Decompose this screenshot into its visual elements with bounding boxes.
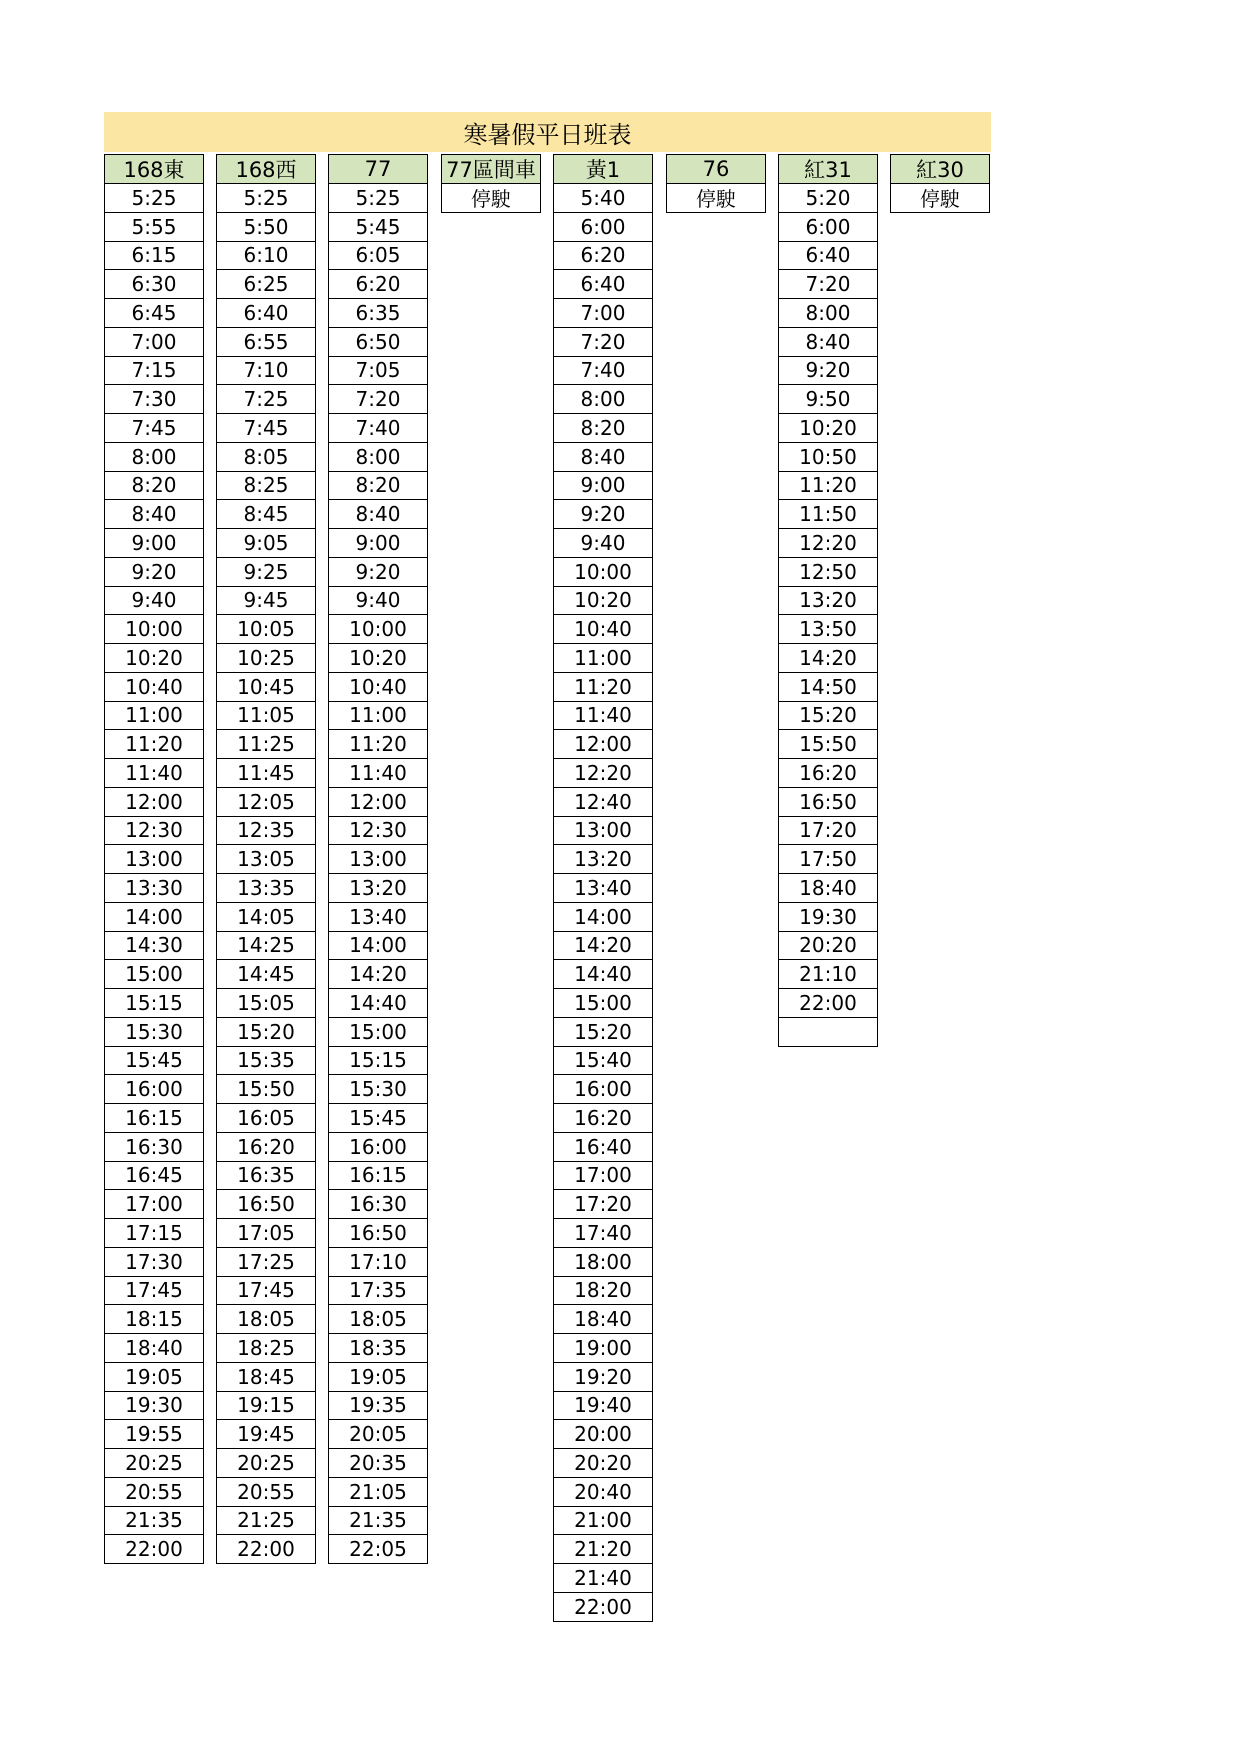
time-cell: 15:45 bbox=[328, 1104, 428, 1133]
time-cell: 19:00 bbox=[553, 1334, 653, 1363]
time-cell: 13:40 bbox=[328, 903, 428, 932]
time-cell: 8:20 bbox=[328, 472, 428, 501]
time-cell: 9:50 bbox=[778, 385, 878, 414]
time-cell: 9:40 bbox=[104, 587, 204, 616]
time-cell: 20:00 bbox=[553, 1420, 653, 1449]
time-cell: 10:20 bbox=[328, 644, 428, 673]
time-cell: 16:20 bbox=[216, 1133, 316, 1162]
time-cell: 15:00 bbox=[553, 989, 653, 1018]
time-cell: 16:20 bbox=[778, 759, 878, 788]
time-cell: 16:35 bbox=[216, 1162, 316, 1191]
time-cell: 19:15 bbox=[216, 1392, 316, 1421]
time-cell: 10:20 bbox=[553, 587, 653, 616]
time-cell: 20:40 bbox=[553, 1478, 653, 1507]
time-cell: 22:05 bbox=[328, 1535, 428, 1564]
time-cell: 19:55 bbox=[104, 1420, 204, 1449]
time-cell: 11:25 bbox=[216, 730, 316, 759]
time-cell: 12:30 bbox=[104, 817, 204, 846]
time-cell: 6:00 bbox=[778, 213, 878, 242]
time-cell: 17:15 bbox=[104, 1219, 204, 1248]
time-cell: 7:45 bbox=[104, 414, 204, 443]
time-cell: 9:40 bbox=[328, 587, 428, 616]
schedule-title: 寒暑假平日班表 bbox=[104, 112, 991, 152]
time-cell: 21:20 bbox=[553, 1535, 653, 1564]
time-cell: 13:50 bbox=[778, 615, 878, 644]
time-cell: 21:00 bbox=[553, 1507, 653, 1536]
time-cell: 8:00 bbox=[553, 385, 653, 414]
time-cell: 17:30 bbox=[104, 1248, 204, 1277]
time-cell: 20:25 bbox=[216, 1449, 316, 1478]
time-cell: 22:00 bbox=[216, 1535, 316, 1564]
time-cell: 15:50 bbox=[778, 730, 878, 759]
time-cell: 18:45 bbox=[216, 1363, 316, 1392]
time-cell: 17:50 bbox=[778, 845, 878, 874]
time-cell: 21:10 bbox=[778, 960, 878, 989]
time-cell: 20:20 bbox=[778, 932, 878, 961]
route-header: 168西 bbox=[216, 154, 316, 184]
time-cell: 16:05 bbox=[216, 1104, 316, 1133]
time-cell: 8:05 bbox=[216, 443, 316, 472]
route-column bbox=[553, 154, 653, 1622]
time-cell: 14:00 bbox=[553, 903, 653, 932]
time-cell: 16:30 bbox=[328, 1190, 428, 1219]
time-cell: 11:20 bbox=[778, 472, 878, 501]
time-cell: 7:25 bbox=[216, 385, 316, 414]
time-cell: 6:50 bbox=[328, 328, 428, 357]
time-cell: 15:15 bbox=[328, 1047, 428, 1076]
time-cell: 7:15 bbox=[104, 357, 204, 386]
time-cell: 8:45 bbox=[216, 500, 316, 529]
time-cell: 6:20 bbox=[553, 242, 653, 271]
time-cell bbox=[778, 1018, 878, 1047]
time-cell: 5:45 bbox=[328, 213, 428, 242]
time-cell: 15:30 bbox=[328, 1075, 428, 1104]
time-cell: 10:50 bbox=[778, 443, 878, 472]
time-cell: 16:50 bbox=[328, 1219, 428, 1248]
time-cell: 8:00 bbox=[778, 299, 878, 328]
time-cell: 18:40 bbox=[104, 1334, 204, 1363]
route-column bbox=[441, 154, 541, 213]
time-cell: 9:05 bbox=[216, 529, 316, 558]
time-cell: 11:40 bbox=[328, 759, 428, 788]
time-cell: 14:50 bbox=[778, 673, 878, 702]
time-cell: 10:40 bbox=[553, 615, 653, 644]
time-cell: 13:00 bbox=[328, 845, 428, 874]
time-cell: 15:50 bbox=[216, 1075, 316, 1104]
time-cell: 16:40 bbox=[553, 1133, 653, 1162]
time-cell: 9:25 bbox=[216, 558, 316, 587]
time-cell: 22:00 bbox=[778, 989, 878, 1018]
time-cell: 11:20 bbox=[553, 673, 653, 702]
time-cell: 16:45 bbox=[104, 1162, 204, 1191]
route-column bbox=[666, 154, 766, 213]
time-cell: 12:00 bbox=[328, 788, 428, 817]
time-cell: 16:15 bbox=[328, 1162, 428, 1191]
time-cell: 14:25 bbox=[216, 932, 316, 961]
time-cell: 13:00 bbox=[104, 845, 204, 874]
time-cell: 20:20 bbox=[553, 1449, 653, 1478]
time-cell: 17:20 bbox=[553, 1190, 653, 1219]
time-cell: 5:20 bbox=[778, 184, 878, 213]
time-cell: 14:05 bbox=[216, 903, 316, 932]
time-cell: 6:10 bbox=[216, 242, 316, 271]
time-cell: 9:20 bbox=[104, 558, 204, 587]
time-cell: 15:35 bbox=[216, 1047, 316, 1076]
time-cell: 10:00 bbox=[553, 558, 653, 587]
time-cell: 20:55 bbox=[216, 1478, 316, 1507]
time-cell: 16:00 bbox=[328, 1133, 428, 1162]
time-cell: 13:40 bbox=[553, 874, 653, 903]
time-cell: 12:00 bbox=[553, 730, 653, 759]
time-cell: 18:00 bbox=[553, 1248, 653, 1277]
time-cell: 6:05 bbox=[328, 242, 428, 271]
time-cell: 8:20 bbox=[104, 472, 204, 501]
time-cell: 20:55 bbox=[104, 1478, 204, 1507]
time-cell: 17:45 bbox=[216, 1277, 316, 1306]
time-cell: 6:55 bbox=[216, 328, 316, 357]
time-cell: 16:00 bbox=[553, 1075, 653, 1104]
time-cell: 9:20 bbox=[328, 558, 428, 587]
time-cell: 18:20 bbox=[553, 1277, 653, 1306]
time-cell: 15:00 bbox=[328, 1018, 428, 1047]
time-cell: 19:20 bbox=[553, 1363, 653, 1392]
time-cell: 20:05 bbox=[328, 1420, 428, 1449]
route-header: 76 bbox=[666, 154, 766, 184]
time-cell: 17:10 bbox=[328, 1248, 428, 1277]
time-cell: 21:40 bbox=[553, 1564, 653, 1593]
time-cell: 12:35 bbox=[216, 817, 316, 846]
time-cell: 15:45 bbox=[104, 1047, 204, 1076]
time-cell: 19:35 bbox=[328, 1392, 428, 1421]
time-cell: 18:40 bbox=[778, 874, 878, 903]
time-cell: 8:40 bbox=[328, 500, 428, 529]
time-cell: 17:20 bbox=[778, 817, 878, 846]
time-cell: 21:35 bbox=[328, 1507, 428, 1536]
time-cell: 8:20 bbox=[553, 414, 653, 443]
time-cell: 8:00 bbox=[104, 443, 204, 472]
time-cell: 14:40 bbox=[553, 960, 653, 989]
time-cell: 11:00 bbox=[553, 644, 653, 673]
time-cell: 17:00 bbox=[553, 1162, 653, 1191]
time-cell: 17:45 bbox=[104, 1277, 204, 1306]
time-cell: 19:30 bbox=[778, 903, 878, 932]
time-cell: 10:00 bbox=[104, 615, 204, 644]
time-cell: 11:40 bbox=[553, 702, 653, 731]
time-cell: 13:05 bbox=[216, 845, 316, 874]
time-cell: 12:50 bbox=[778, 558, 878, 587]
time-cell: 6:30 bbox=[104, 270, 204, 299]
time-cell: 15:30 bbox=[104, 1018, 204, 1047]
time-cell: 16:20 bbox=[553, 1104, 653, 1133]
time-cell: 17:40 bbox=[553, 1219, 653, 1248]
time-cell: 9:40 bbox=[553, 529, 653, 558]
time-cell: 19:05 bbox=[328, 1363, 428, 1392]
time-cell: 7:00 bbox=[553, 299, 653, 328]
route-header: 168東 bbox=[104, 154, 204, 184]
time-cell: 9:00 bbox=[553, 472, 653, 501]
time-cell: 11:20 bbox=[328, 730, 428, 759]
time-cell: 16:50 bbox=[778, 788, 878, 817]
time-cell: 9:20 bbox=[778, 357, 878, 386]
time-cell: 17:00 bbox=[104, 1190, 204, 1219]
time-cell: 13:20 bbox=[328, 874, 428, 903]
time-cell: 20:25 bbox=[104, 1449, 204, 1478]
time-cell: 17:25 bbox=[216, 1248, 316, 1277]
time-cell: 10:00 bbox=[328, 615, 428, 644]
time-cell: 6:20 bbox=[328, 270, 428, 299]
time-cell: 12:30 bbox=[328, 817, 428, 846]
time-cell: 10:25 bbox=[216, 644, 316, 673]
time-cell: 9:00 bbox=[328, 529, 428, 558]
time-cell: 19:45 bbox=[216, 1420, 316, 1449]
time-cell: 10:45 bbox=[216, 673, 316, 702]
time-cell: 8:25 bbox=[216, 472, 316, 501]
time-cell: 16:15 bbox=[104, 1104, 204, 1133]
time-cell: 18:15 bbox=[104, 1305, 204, 1334]
time-cell: 13:20 bbox=[553, 845, 653, 874]
time-cell: 14:20 bbox=[328, 960, 428, 989]
time-cell: 14:40 bbox=[328, 989, 428, 1018]
time-cell: 7:40 bbox=[553, 357, 653, 386]
time-cell: 19:30 bbox=[104, 1392, 204, 1421]
time-cell: 6:15 bbox=[104, 242, 204, 271]
time-cell: 15:20 bbox=[778, 702, 878, 731]
time-cell: 8:40 bbox=[553, 443, 653, 472]
time-cell: 11:05 bbox=[216, 702, 316, 731]
time-cell: 8:40 bbox=[778, 328, 878, 357]
time-cell: 7:10 bbox=[216, 357, 316, 386]
time-cell: 5:55 bbox=[104, 213, 204, 242]
time-cell: 7:30 bbox=[104, 385, 204, 414]
time-cell: 5:25 bbox=[216, 184, 316, 213]
time-cell: 21:35 bbox=[104, 1507, 204, 1536]
time-cell: 15:20 bbox=[553, 1018, 653, 1047]
time-cell: 18:05 bbox=[328, 1305, 428, 1334]
time-cell: 15:05 bbox=[216, 989, 316, 1018]
time-cell: 12:05 bbox=[216, 788, 316, 817]
time-cell: 6:40 bbox=[778, 242, 878, 271]
time-cell: 11:00 bbox=[104, 702, 204, 731]
route-column bbox=[216, 154, 316, 1564]
time-cell: 10:20 bbox=[104, 644, 204, 673]
time-cell: 16:30 bbox=[104, 1133, 204, 1162]
time-cell: 10:40 bbox=[104, 673, 204, 702]
time-cell: 14:20 bbox=[553, 932, 653, 961]
time-cell: 6:40 bbox=[216, 299, 316, 328]
time-cell: 6:00 bbox=[553, 213, 653, 242]
time-cell: 14:30 bbox=[104, 932, 204, 961]
time-cell: 8:00 bbox=[328, 443, 428, 472]
time-cell: 9:20 bbox=[553, 500, 653, 529]
time-cell: 21:25 bbox=[216, 1507, 316, 1536]
time-cell: 9:00 bbox=[104, 529, 204, 558]
time-cell: 20:35 bbox=[328, 1449, 428, 1478]
time-cell: 7:00 bbox=[104, 328, 204, 357]
time-cell: 17:35 bbox=[328, 1277, 428, 1306]
time-cell: 11:00 bbox=[328, 702, 428, 731]
time-cell: 18:35 bbox=[328, 1334, 428, 1363]
time-cell: 5:50 bbox=[216, 213, 316, 242]
time-cell: 7:20 bbox=[778, 270, 878, 299]
time-cell: 16:50 bbox=[216, 1190, 316, 1219]
time-cell: 11:20 bbox=[104, 730, 204, 759]
route-header: 紅31 bbox=[778, 154, 878, 184]
time-cell: 12:00 bbox=[104, 788, 204, 817]
time-cell: 7:20 bbox=[553, 328, 653, 357]
time-cell: 22:00 bbox=[104, 1535, 204, 1564]
time-cell: 停駛 bbox=[441, 184, 541, 213]
time-cell: 15:15 bbox=[104, 989, 204, 1018]
time-cell: 14:00 bbox=[328, 932, 428, 961]
time-cell: 19:40 bbox=[553, 1392, 653, 1421]
time-cell: 6:35 bbox=[328, 299, 428, 328]
time-cell: 14:20 bbox=[778, 644, 878, 673]
time-cell: 7:45 bbox=[216, 414, 316, 443]
time-cell: 15:40 bbox=[553, 1047, 653, 1076]
time-cell: 5:40 bbox=[553, 184, 653, 213]
time-cell: 6:25 bbox=[216, 270, 316, 299]
route-header: 77 bbox=[328, 154, 428, 184]
time-cell: 10:40 bbox=[328, 673, 428, 702]
route-header: 紅30 bbox=[890, 154, 990, 184]
time-cell: 7:40 bbox=[328, 414, 428, 443]
time-cell: 13:20 bbox=[778, 587, 878, 616]
time-cell: 14:45 bbox=[216, 960, 316, 989]
time-cell: 停駛 bbox=[666, 184, 766, 213]
time-cell: 13:35 bbox=[216, 874, 316, 903]
time-cell: 15:00 bbox=[104, 960, 204, 989]
time-cell: 7:20 bbox=[328, 385, 428, 414]
time-cell: 18:40 bbox=[553, 1305, 653, 1334]
time-cell: 12:20 bbox=[778, 529, 878, 558]
time-cell: 8:40 bbox=[104, 500, 204, 529]
time-cell: 16:00 bbox=[104, 1075, 204, 1104]
time-cell: 19:05 bbox=[104, 1363, 204, 1392]
time-cell: 10:05 bbox=[216, 615, 316, 644]
time-cell: 9:45 bbox=[216, 587, 316, 616]
time-cell: 13:00 bbox=[553, 817, 653, 846]
time-cell: 15:20 bbox=[216, 1018, 316, 1047]
route-header: 77區間車 bbox=[441, 154, 541, 184]
route-header: 黃1 bbox=[553, 154, 653, 184]
time-cell: 停駛 bbox=[890, 184, 990, 213]
time-cell: 12:40 bbox=[553, 788, 653, 817]
time-cell: 14:00 bbox=[104, 903, 204, 932]
time-cell: 6:40 bbox=[553, 270, 653, 299]
time-cell: 5:25 bbox=[328, 184, 428, 213]
time-cell: 17:05 bbox=[216, 1219, 316, 1248]
route-column bbox=[778, 154, 878, 1047]
time-cell: 13:30 bbox=[104, 874, 204, 903]
route-column bbox=[890, 154, 990, 213]
time-cell: 21:05 bbox=[328, 1478, 428, 1507]
time-cell: 5:25 bbox=[104, 184, 204, 213]
route-column bbox=[104, 154, 204, 1564]
time-cell: 11:40 bbox=[104, 759, 204, 788]
time-cell: 10:20 bbox=[778, 414, 878, 443]
time-cell: 11:45 bbox=[216, 759, 316, 788]
route-column bbox=[328, 154, 428, 1564]
time-cell: 6:45 bbox=[104, 299, 204, 328]
time-cell: 18:05 bbox=[216, 1305, 316, 1334]
time-cell: 18:25 bbox=[216, 1334, 316, 1363]
time-cell: 12:20 bbox=[553, 759, 653, 788]
time-cell: 7:05 bbox=[328, 357, 428, 386]
time-cell: 11:50 bbox=[778, 500, 878, 529]
time-cell: 22:00 bbox=[553, 1593, 653, 1622]
